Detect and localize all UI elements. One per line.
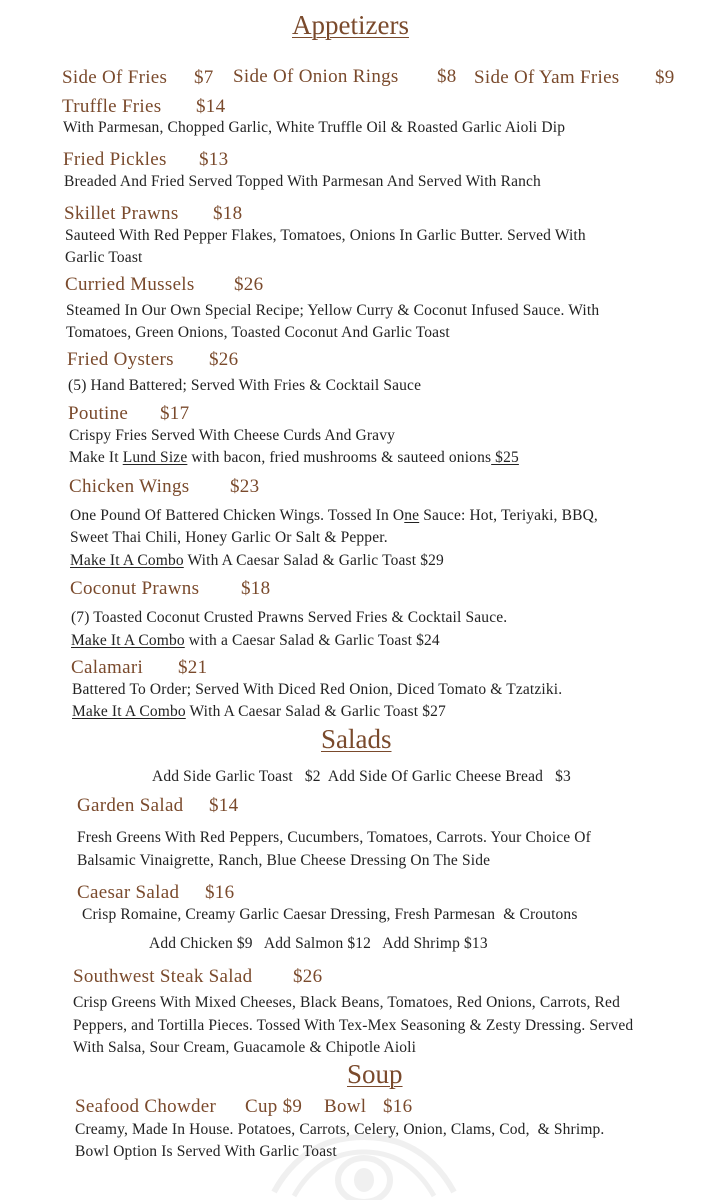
chicken-wings-desc-line2: Sweet Thai Chili, Honey Garlic Or Salt & Pepper. [70, 529, 388, 546]
seafood-chowder-name: Seafood Chowder [75, 1096, 217, 1117]
soup-heading: Soup [347, 1059, 403, 1089]
side-yam-fries-price: $9 [655, 67, 675, 88]
calamari-name: Calamari [71, 657, 144, 678]
poutine-price: $17 [160, 403, 190, 424]
curried-mussels-desc-line2: Tomatoes, Green Onions, Toasted Coconut And Garlic Toast [66, 324, 450, 341]
curried-mussels-price: $26 [234, 274, 264, 295]
curried-mussels-name: Curried Mussels [65, 274, 195, 295]
caesar-salad-name: Caesar Salad [77, 882, 180, 903]
calamari-price: $21 [178, 657, 208, 678]
seafood-chowder-desc-line1: Creamy, Made In House. Potatoes, Carrots, Celery, Onion, Clams, Cod, & Shrimp. [75, 1121, 605, 1138]
skillet-prawns-name: Skillet Prawns [64, 203, 179, 224]
seafood-chowder-cup: Cup $9 [245, 1096, 303, 1117]
side-onion-rings-name: Side Of Onion Rings [233, 66, 399, 87]
poutine-upgrade-prefix: Make It [69, 449, 123, 466]
chicken-wings-desc-part1: One Pound Of Battered Chicken Wings. Tossed In O [70, 507, 405, 524]
poutine-upgrade [69, 449, 519, 467]
seafood-chowder-bowl-price: $16 [383, 1096, 413, 1117]
fried-oysters-name: Fried Oysters [67, 349, 174, 370]
side-onion-rings-price: $8 [437, 66, 457, 87]
skillet-prawns-desc-line1: Sauteed With Red Pepper Flakes, Tomatoes, Onions In Garlic Butter. Served With [65, 227, 586, 244]
chicken-wings-combo-link: Make It A Combo [70, 552, 184, 569]
calamari-combo-details: With A Caesar Salad & Garlic Toast $27 [185, 703, 446, 720]
chicken-wings-price: $23 [230, 476, 260, 497]
chicken-wings-combo-details: With A Caesar Salad & Garlic Toast $29 [183, 552, 444, 569]
poutine-desc: Crispy Fries Served With Cheese Curds And Gravy [69, 427, 396, 444]
lund-size-link: Lund Size [122, 449, 188, 466]
garden-salad-price: $14 [209, 795, 239, 816]
fried-pickles-price: $13 [199, 149, 229, 170]
chicken-wings-combo [70, 552, 444, 570]
chicken-wings-name: Chicken Wings [69, 476, 190, 497]
calamari-desc: Battered To Order; Served With Diced Red Onion, Diced Tomato & Tzatziki. [72, 681, 563, 698]
truffle-fries-price: $14 [196, 96, 226, 117]
southwest-steak-salad-desc-line3: With Salsa, Sour Cream, Guacamole & Chipotle Aioli [73, 1039, 417, 1056]
truffle-fries-desc: With Parmesan, Chopped Garlic, White Truffle Oil & Roasted Garlic Aioli Dip [63, 119, 566, 136]
side-yam-fries-name: Side Of Yam Fries [474, 67, 620, 88]
side-fries-price: $7 [194, 67, 214, 88]
coconut-prawns-name: Coconut Prawns [70, 578, 200, 599]
curried-mussels-desc-line1: Steamed In Our Own Special Recipe; Yellow Curry & Coconut Infused Sauce. With [66, 302, 600, 319]
garden-salad-desc-line2: Balsamic Vinaigrette, Ranch, Blue Cheese Dressing On The Side [77, 852, 491, 869]
salads-addons: Add Side Garlic Toast $2 Add Side Of Garlic Cheese Bread $3 [152, 768, 571, 785]
calamari-combo-link: Make It A Combo [72, 703, 186, 720]
southwest-steak-salad-desc-line2: Peppers, and Tortilla Pieces. Tossed With Tex-Mex Seasoning & Zesty Dressing. Served [73, 1017, 634, 1034]
coconut-prawns-combo-details: with a Caesar Salad & Garlic Toast $24 [184, 632, 440, 649]
fried-oysters-desc: (5) Hand Battered; Served With Fries & Cocktail Sauce [68, 377, 422, 394]
southwest-steak-salad-name: Southwest Steak Salad [73, 966, 253, 987]
skillet-prawns-desc-line2: Garlic Toast [65, 249, 143, 266]
garden-salad-name: Garden Salad [77, 795, 184, 816]
seafood-chowder-bowl: Bowl [324, 1096, 367, 1117]
coconut-prawns-desc: (7) Toasted Coconut Crusted Prawns Served Fries & Cocktail Sauce. [71, 609, 508, 626]
chicken-wings-desc-part2: Sauce: Hot, Teriyaki, BBQ, [419, 507, 598, 524]
coconut-prawns-combo-link: Make It A Combo [71, 632, 185, 649]
southwest-steak-salad-desc-line1: Crisp Greens With Mixed Cheeses, Black Beans, Tomatoes, Red Onions, Carrots, Red [73, 994, 620, 1011]
garden-salad-desc-line1: Fresh Greens With Red Peppers, Cucumbers, Tomatoes, Carrots. Your Choice Of [77, 829, 591, 846]
coconut-prawns-combo [71, 632, 440, 650]
skillet-prawns-price: $18 [213, 203, 243, 224]
coconut-prawns-price: $18 [241, 578, 271, 599]
caesar-salad-addons: Add Chicken $9 Add Salmon $12 Add Shrimp $13 [149, 935, 488, 952]
chicken-wings-desc-underlined: ne [404, 507, 420, 524]
chicken-wings-desc-line1 [70, 507, 598, 525]
poutine-upgrade-details: with bacon, fried mushrooms & sauteed onions [187, 449, 492, 466]
fried-pickles-desc: Breaded And Fried Served Topped With Parmesan And Served With Ranch [64, 173, 541, 190]
seafood-chowder-desc-line2: Bowl Option Is Served With Garlic Toast [75, 1143, 337, 1160]
poutine-name: Poutine [68, 403, 129, 424]
fried-pickles-name: Fried Pickles [63, 149, 167, 170]
calamari-combo [72, 703, 446, 721]
side-fries-name: Side Of Fries [62, 67, 168, 88]
caesar-salad-desc: Crisp Romaine, Creamy Garlic Caesar Dressing, Fresh Parmesan & Croutons [82, 906, 578, 923]
fried-oysters-price: $26 [209, 349, 239, 370]
truffle-fries-name: Truffle Fries [62, 96, 162, 117]
poutine-upgrade-price: $25 [491, 449, 519, 466]
caesar-salad-price: $16 [205, 882, 235, 903]
southwest-steak-salad-price: $26 [293, 966, 323, 987]
salads-heading: Salads [321, 724, 392, 754]
appetizers-heading: Appetizers [292, 10, 409, 40]
